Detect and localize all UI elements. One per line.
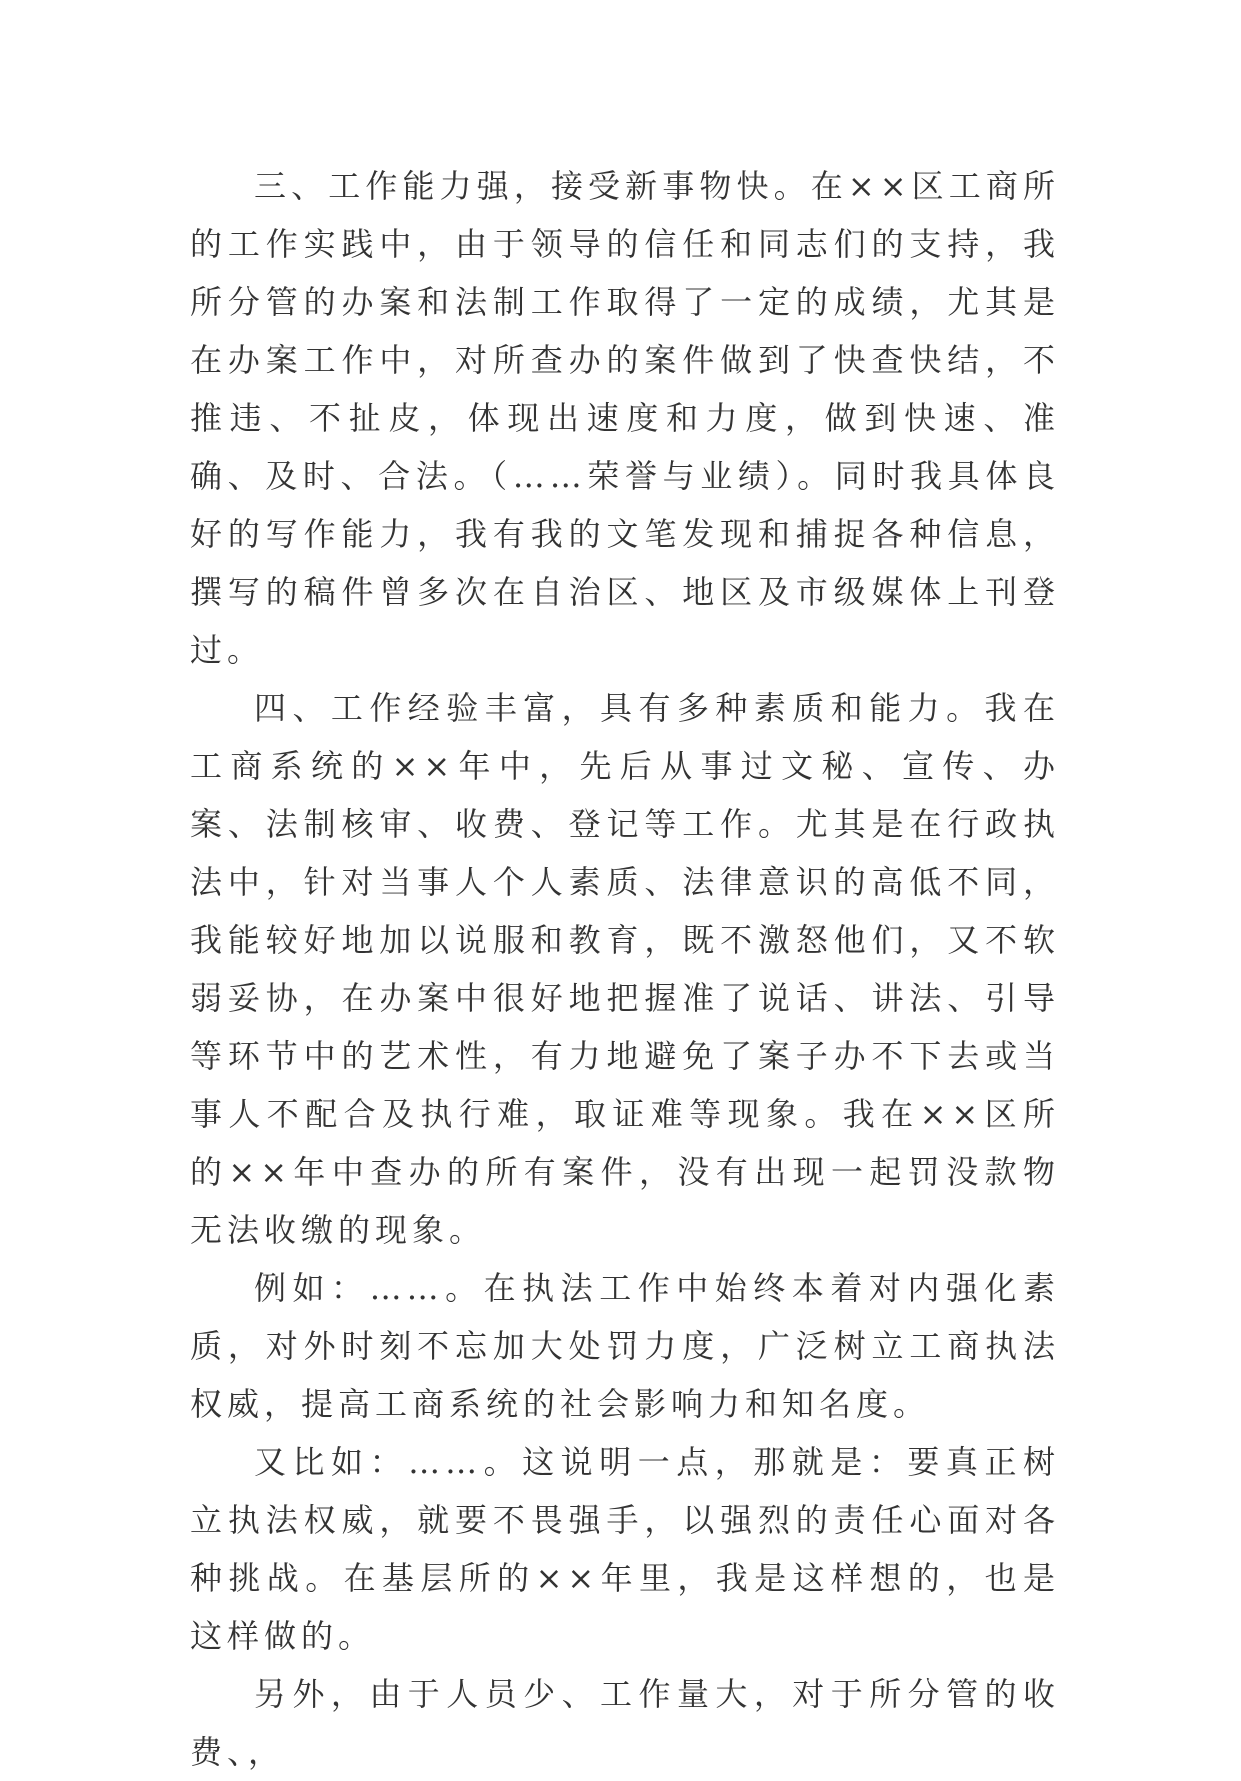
paragraph-example-1: 例如：……。在执法工作中始终本着对内强化素质，对外时刻不忘加大处罚力度，广泛树立工商执法权威，提高工商系统的社会影响力和知名度。 bbox=[190, 1269, 1060, 1423]
paragraph-work-ability: 三、工作能力强，接受新事物快。在××区工商所的工作实践中，由于领导的信任和同志们的支持，我所分管的办案和法制工作取得了一定的成绩，尤其是在办案工作中，对所查办的案件做到了快查快结，不推违、不扯皮，体现出速度和力度，做到快速、准确、及时、合法。（……荣誉与业绩）。同时我具体良好的写作能力，我有我的文笔发现和捕捉各种信息，撰写的稿件曾多次在自治区、地区及市级媒体上刊登过。 bbox=[190, 167, 1060, 669]
body-text bbox=[190, 157, 1060, 1781]
paragraph-example-2: 又比如：……。这说明一点，那就是：要真正树立执法权威，就要不畏强手，以强烈的责任心面对各种挑战。在基层所的××年里，我是这样想的，也是这样做的。 bbox=[190, 1443, 1060, 1655]
paragraph-additionally: 另外，由于人员少、工作量大，对于所分管的收费、， bbox=[190, 1675, 1060, 1771]
paragraph-work-experience: 四、工作经验丰富，具有多种素质和能力。我在工商系统的××年中，先后从事过文秘、宣传、办案、法制核审、收费、登记等工作。尤其是在行政执法中，针对当事人个人素质、法律意识的高低不同，我能较好地加以说服和教育，既不激怒他们，又不软弱妥协，在办案中很好地把握准了说话、讲法、引导等环节中的艺术性，有力地避免了案子办不下去或当事人不配合及执行难，取证难等现象。我在××区所的××年中查办的所有案件，没有出现一起罚没款物无法收缴的现象。 bbox=[190, 689, 1060, 1249]
